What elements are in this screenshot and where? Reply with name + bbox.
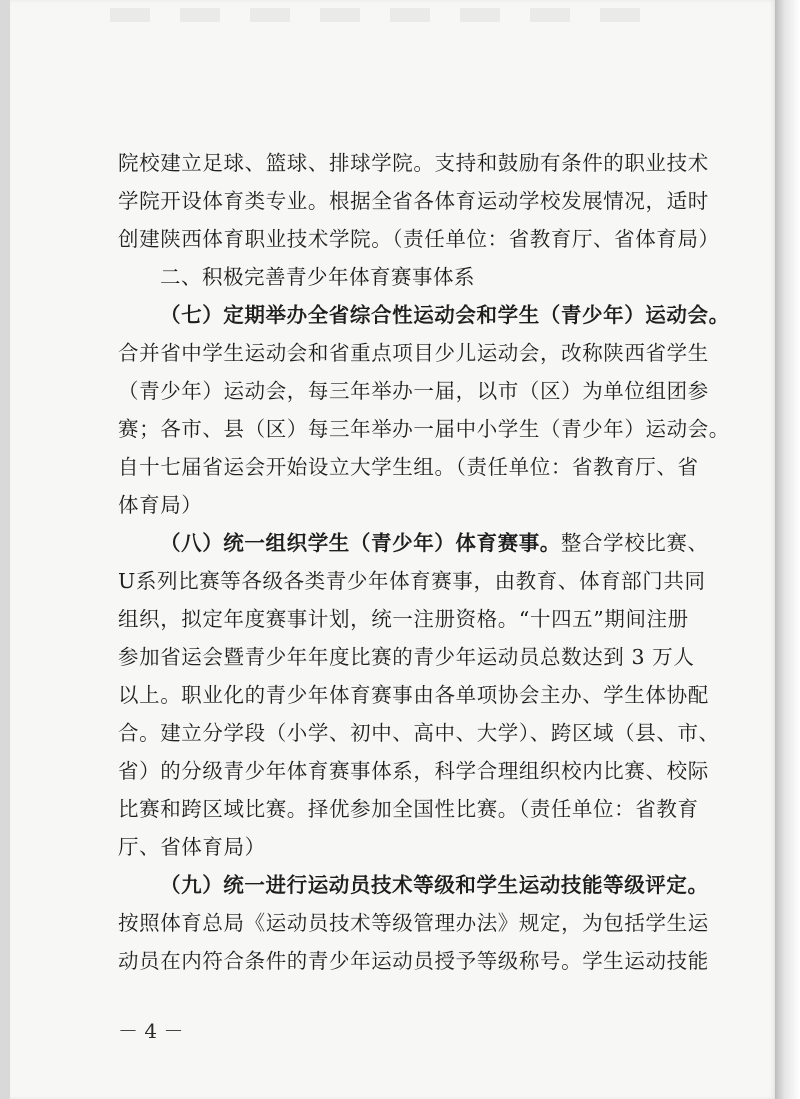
body-line-17: 省）的分级青少年体育赛事体系，科学合理组织校内比赛、校际: [118, 759, 709, 783]
body-line-8: 赛；各市、县（区）每三年举办一届中小学生（青少年）运动会。: [118, 417, 730, 441]
body-line-15: 以上。职业化的青少年体育赛事由各单项协会主办、学生体协配: [118, 683, 709, 707]
clause-9-heading: （九）统一进行运动员技术等级和学生运动技能等级评定。: [160, 873, 709, 897]
body-line-18: 比赛和跨区域比赛。择优参加全国性比赛。（责任单位：省教育: [118, 797, 699, 821]
body-line-13: 组织，拟定年度赛事计划，统一注册资格。“十四五”期间注册: [118, 607, 689, 631]
clause-8-text: 整合学校比赛、: [560, 531, 709, 555]
page-number: － 4 －: [118, 1019, 184, 1043]
body-line-21: 按照体育总局《运动员技术等级管理办法》规定，为包括学生运: [118, 911, 709, 935]
body-line-6: 合并省中学生运动会和省重点项目少儿运动会，改称陕西省学生: [118, 341, 709, 365]
section-heading: 二、积极完善青少年体育赛事体系: [160, 265, 475, 289]
body-line-14: 参加省运会暨青少年年度比赛的青少年运动员总数达到 3 万人: [118, 645, 695, 669]
body-line-16: 合。建立分学段（小学、初中、高中、大学）、跨区域（县、市、: [118, 721, 720, 745]
clause-8-line: [160, 528, 709, 558]
clause-8-heading: （八）统一组织学生（青少年）体育赛事。: [160, 531, 561, 555]
body-line-10: 体育局）: [118, 493, 203, 517]
clause-7-heading: （七）定期举办全省综合性运动会和学生（青少年）运动会。: [160, 303, 730, 327]
scanner-edge: [775, 0, 800, 1099]
body-line-12: U系列比赛等各级各类青少年体育赛事，由教育、体育部门共同: [118, 569, 706, 593]
body-line-19: 厅、省体育局）: [118, 835, 266, 859]
body-line-9: 自十七届省运会开始设立大学生组。（责任单位：省教育厅、省: [118, 455, 699, 479]
body-line-3: 创建陕西体育职业技术学院。（责任单位：省教育厅、省体育局）: [118, 227, 720, 251]
body-line-2: 学院开设体育类专业。根据全省各体育运动学校发展情况，适时: [118, 189, 709, 213]
body-line-1: 院校建立足球、篮球、排球学院。支持和鼓励有条件的职业技术: [118, 151, 709, 175]
bleed-through-text: [110, 8, 670, 22]
body-line-7: （青少年）运动会，每三年举办一届，以市（区）为单位组团参: [118, 379, 709, 403]
body-line-22: 动员在内符合条件的青少年运动员授予等级称号。学生运动技能: [118, 949, 709, 973]
